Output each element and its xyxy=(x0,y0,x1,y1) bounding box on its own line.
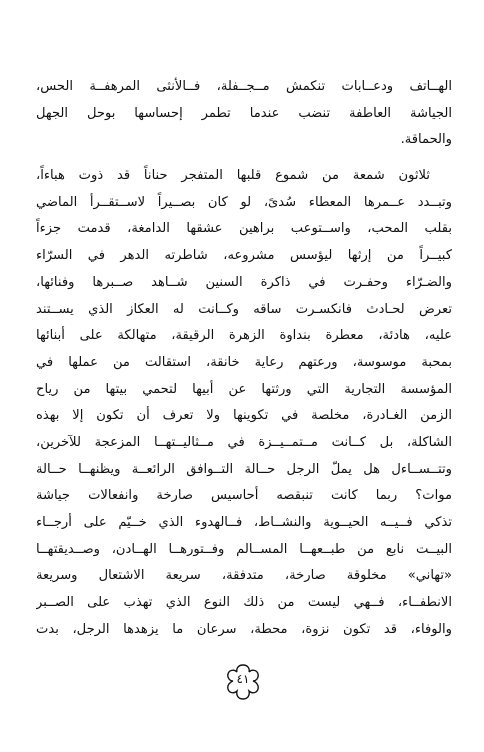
paragraph-2 xyxy=(36,163,452,643)
text-line: بقلب المحب، واســتوعب براهين عشقها الدامغة، قدمت جزءاً xyxy=(36,221,452,237)
text-line: وتبــدد عــمرها المعطاء سُدىً، لو كان بصــيراً لاســتقــرأ الماضي xyxy=(36,194,452,210)
page-number-ornament xyxy=(221,660,265,704)
text-line: «تهاني» مخلوقة صارخة، متدفقة، سريعة الاشتعال وسريعة xyxy=(36,568,452,584)
page-body xyxy=(36,74,452,643)
text-line: عليه، هادئة، معطرة بنداوة الزهرة الرقيقة، متهالكة على أبنائها xyxy=(36,328,452,344)
paragraph-gap xyxy=(36,154,452,163)
text-line: والحماقة. xyxy=(400,132,452,148)
text-line: ثلاثون شمعة من شموع قلبها المتفجر حناناً قد ذوت هباءاً، xyxy=(36,168,430,184)
text-line: الجياشة العاطفة تنضب عندما تطمر إحساسها بوحل الجهل xyxy=(36,105,452,121)
text-line: الشاكلة، بل كــانت مــتمــيــزة في مــثاليــتهــا المزعجة للآخرين، xyxy=(36,434,452,450)
text-line: والضـرّاء وحفـرت في ذاكرة السنين شــاهد صــبرها وفنائها، xyxy=(36,274,452,290)
text-line: الزمن الغـادرة، مخلصة في تكوينها ولا تعرف أن تكون إلا بهذه xyxy=(36,408,452,424)
text-line: الهــاتف ودعــابات تنكمش مــجــفلة، فــالأنثى المرهفــة الحس، xyxy=(36,79,452,94)
text-line: كبيــراً من إرثها ليؤسس مشروعه، شاطرته الدهر في السرّاء xyxy=(36,248,452,264)
text-line: بمحبة موسوسة، ورعتهم رعاية خانقة، استقالت من عملها في xyxy=(36,354,452,370)
text-line: المؤسسة التجارية التي ورثتها عن أبيها لتحمي بيتها من رياح xyxy=(36,381,452,397)
text-line: والوفاء، قد تكون نزوة، محطة، سرعان ما يزهدها الرجل، بدت xyxy=(36,621,452,637)
text-line: البيــت نابع من طبــعهــا المســالم وفــتورهــا الهــادن، وصــديقتهــا xyxy=(36,541,452,557)
text-line: تعرض لحـادث فانكسـرت ساقه وكــانت له العكاز الذي يســتند xyxy=(36,301,452,317)
text-line: الانطفــاء، فــهي ليست من ذلك النوع الذي تهذب على الصــبر xyxy=(36,595,452,611)
paragraph-1 xyxy=(36,74,452,154)
page-number: ٤١ xyxy=(236,672,250,686)
text-line: موات؟ ربما كانت تنبقصه أحاسيس صارخة وانفعالات جياشة xyxy=(36,488,452,504)
text-line: وتتــســاءل هل يملّ الرجل حــالة التــوافق الرائعــة ويظنهــا حــالة xyxy=(36,461,452,477)
text-line: تذكي فــيــه الحيــوية والنشــاط، فــالهدوء الذي خــيّم على أرجــاء xyxy=(36,515,452,530)
